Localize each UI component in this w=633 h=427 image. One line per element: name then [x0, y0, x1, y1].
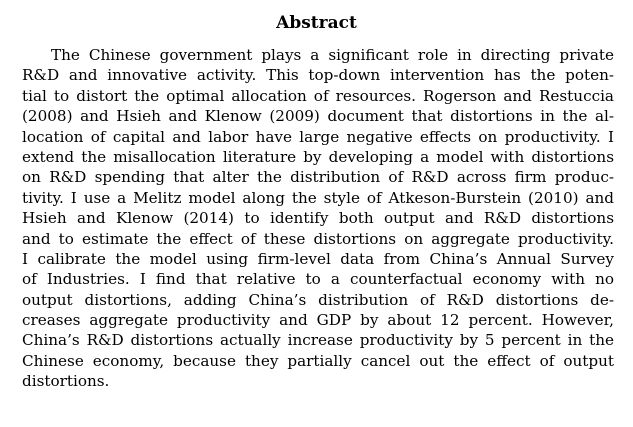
abstract-line: Chinese economy, because they partially cancel out the effect of output — [22, 351, 614, 370]
abstract-line: extend the misallocation literature by developing a model with distortions — [22, 147, 614, 166]
abstract-line: creases aggregate productivity and GDP by about 12 percent. However, — [22, 311, 614, 330]
abstract-line: on R&D spending that alter the distribution of R&D across firm produc- — [22, 168, 614, 187]
abstract-line: tial to distort the optimal allocation of resources. Rogerson and Restuccia — [22, 86, 614, 105]
abstract-heading: Abstract — [276, 13, 357, 33]
abstract-line: of Industries. I find that relative to a counterfactual economy with no — [22, 270, 614, 289]
abstract-line: distortions. — [22, 372, 110, 391]
abstract-body — [22, 45, 614, 392]
abstract-line: location of capital and labor have large negative effects on productivity. I — [22, 127, 614, 146]
abstract-line: The Chinese government plays a significant role in directing private — [51, 46, 614, 64]
abstract-line: Hsieh and Klenow (2014) to identify both output and R&D distortions — [22, 209, 614, 228]
abstract-line: (2008) and Hsieh and Klenow (2009) document that distortions in the al- — [22, 107, 614, 126]
abstract-line: output distortions, adding China’s distribution of R&D distortions de- — [22, 290, 614, 309]
abstract-line: tivity. I use a Melitz model along the style of Atkeson-Burstein (2010) and — [22, 188, 614, 207]
abstract-line: and to estimate the effect of these distortions on aggregate productivity. — [22, 229, 614, 248]
abstract-line: China’s R&D distortions actually increase productivity by 5 percent in the — [22, 331, 614, 350]
abstract-line: R&D and innovative activity. This top-down intervention has the poten- — [22, 66, 614, 85]
abstract-line: I calibrate the model using firm-level data from China’s Annual Survey — [22, 249, 614, 268]
